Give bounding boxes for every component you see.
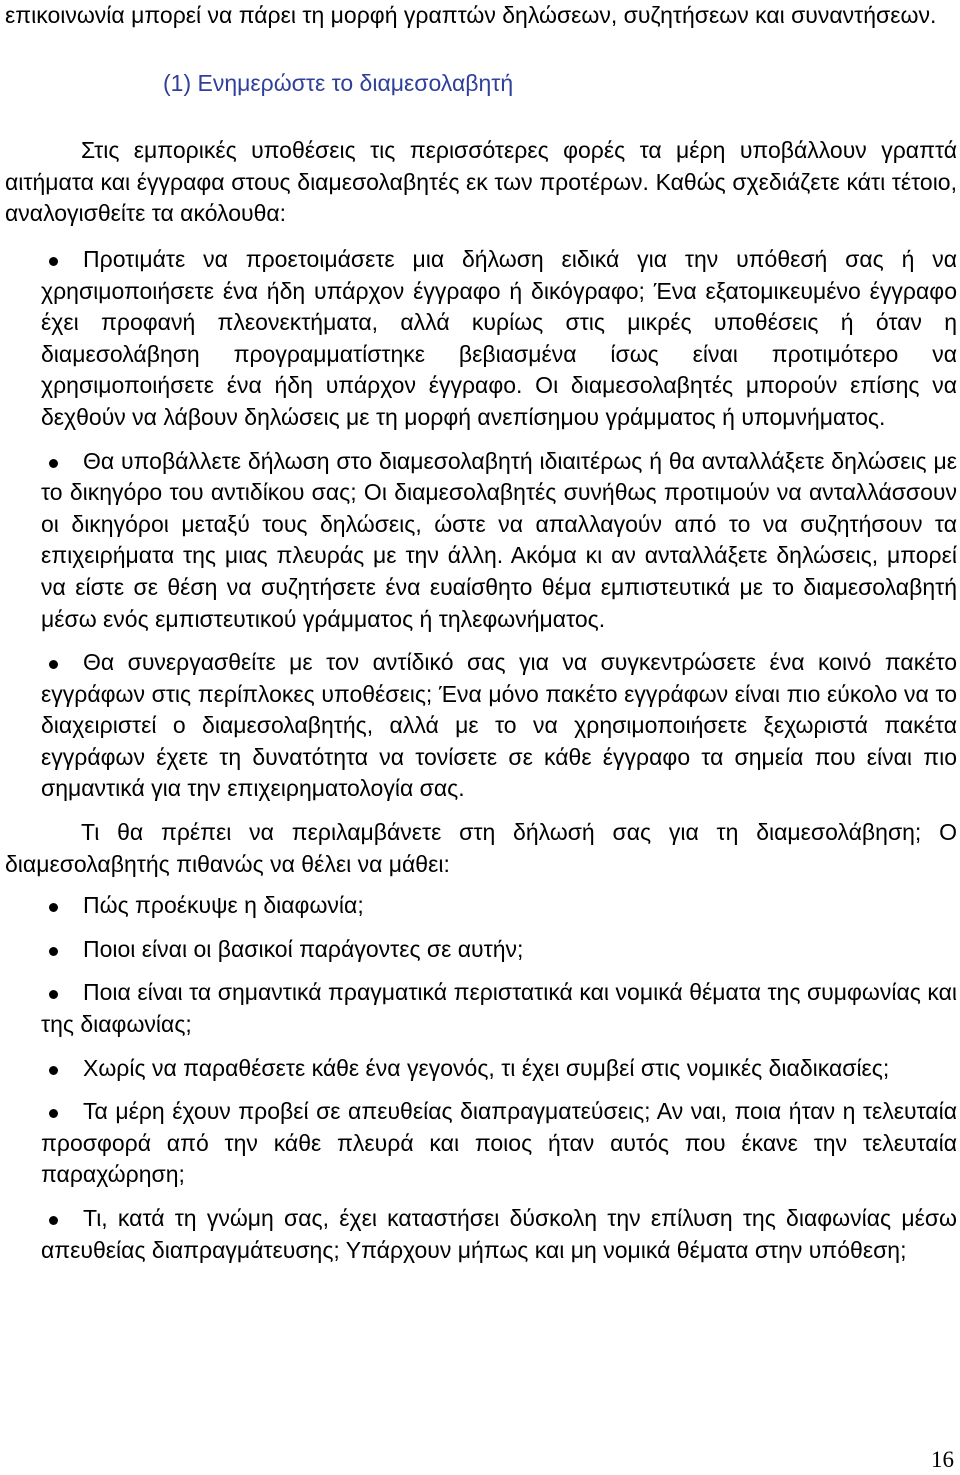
bullet-icon [49, 257, 58, 266]
bullet-icon [49, 1216, 58, 1225]
list-item-text: Χωρίς να παραθέσετε κάθε ένα γεγονός, τι έχει συμβεί στις νομικές διαδικασίες; [83, 1054, 890, 1081]
list-item [5, 647, 957, 805]
list-item [5, 446, 957, 636]
section-heading: (1) Ενημερώστε το διαμεσολαβητή [163, 69, 514, 96]
bullet-icon [49, 459, 58, 468]
document-page [5, 0, 957, 1266]
bullet-icon [49, 1066, 58, 1075]
bullet-list-documents [5, 244, 957, 805]
list-item-text: Πώς προέκυψε η διαφωνία; [83, 892, 364, 919]
list-item-text: Προτιμάτε να προετοιμάσετε μια δήλωση ειδικά για την υπόθεσή σας ή να χρησιμοποιήσετε ένα ήδη υπάρχον έγγραφο ή δικόγραφο; Ένα εξατομικευμένο έγγραφο έχει προφανή πλεονεκτήματα, αλλά κυρίως στις μικρές υποθέσεις ή όταν η διαμεσολάβηση προγραμματίστηκε βεβιασμένα ίσως είναι προτιμότερο να χρησιμοποιήσετε ένα ήδη υπάρχον έγγραφο. Οι διαμεσολαβητές μπορούν επίσης να δεχθούν να λάβουν δηλώσεις με τη μορφή ανεπίσημου γράμματος ή υπομνήματος. [41, 245, 957, 430]
intro-paragraph: επικοινωνία μπορεί να πάρει τη μορφή γραπτών δηλώσεων, συζητήσεων και συναντήσεων. [5, 2, 937, 28]
section-intro-paragraph: Στις εμπορικές υποθέσεις τις περισσότερες φορές τα μέρη υποβάλλουν γραπτά αιτήματα και έγγραφα στους διαμεσολαβητές εκ των προτέρων. Καθώς σχεδιάζετε κάτι τέτοιο, αναλογισθείτε τα ακόλουθα: [5, 137, 957, 227]
list-item [5, 244, 957, 434]
list-item-text: Ποια είναι τα σημαντικά πραγματικά περιστατικά και νομικά θέματα της συμφωνίας και της διαφωνίας; [41, 979, 957, 1038]
list-item-text: Τα μέρη έχουν προβεί σε απευθείας διαπραγματεύσεις; Αν ναι, ποια ήταν η τελευταία προσφορά από την κάθε πλευρά και ποιος ήταν αυτός που έκανε την τελευταία παραχώρηση; [41, 1098, 957, 1188]
list-item-text: Θα υποβάλλετε δήλωση στο διαμεσολαβητή ιδιαιτέρως ή θα ανταλλάξετε δηλώσεις με το δικηγόρο του αντιδίκου σας; Οι διαμεσολαβητές συνήθως προτιμούν να ανταλλάσσουν οι δικηγόροι μεταξύ τους δηλώσεις, ώστε να απαλλαγούν από το να συζητήσουν τα επιχειρήματα της μιας πλευράς με την άλλη. Ακόμα κι αν ανταλλάξετε δηλώσεις, μπορεί να είστε σε θέση να συζητήσετε ένα ευαίσθητο θέμα εμπιστευτικά με το διαμεσολαβητή μέσω ενός εμπιστευτικού γράμματος ή τηλεφωνήματος. [41, 447, 957, 632]
bullet-list-questions [5, 890, 957, 1266]
list-item [5, 1203, 957, 1266]
bullet-icon [49, 947, 58, 956]
list-item [5, 1096, 957, 1191]
list-item-text: Ποιοι είναι οι βασικοί παράγοντες σε αυτήν; [83, 935, 524, 962]
list-item-text: Θα συνεργασθείτε με τον αντίδικό σας για να συγκεντρώσετε ένα κοινό πακέτο εγγράφων στις περίπλοκες υποθέσεις; Ένα μόνο πακέτο εγγράφων είναι πιο εύκολο να το διαχειριστεί ο διαμεσολαβητής, αλλά με το να χρησιμοποιήσετε ξεχωριστά πακέτα εγγράφων έχετε τη δυνατότητα να τονίσετε σε κάθε έγγραφο τα σημεία που είναι πιο σημαντικά για την επιχειρηματολογία σας. [41, 649, 957, 802]
list-item [5, 890, 957, 922]
list-item-text: Τι, κατά τη γνώμη σας, έχει καταστήσει δύσκολη την επίλυση της διαφωνίας μέσω απευθείας διαπραγμάτευσης; Υπάρχουν μήπως και μη νομικά θέματα στην υπόθεση; [41, 1205, 957, 1263]
page-number: 16 [931, 1447, 954, 1472]
list-item [5, 977, 957, 1040]
statement-contents-paragraph: Τι θα πρέπει να περιλαμβάνετε στη δήλωσή σας για τη διαμεσολάβηση; Ο διαμεσολαβητής πιθανώς να θέλει να μάθει: [5, 819, 957, 877]
list-item [5, 934, 957, 966]
list-item [5, 1053, 957, 1085]
